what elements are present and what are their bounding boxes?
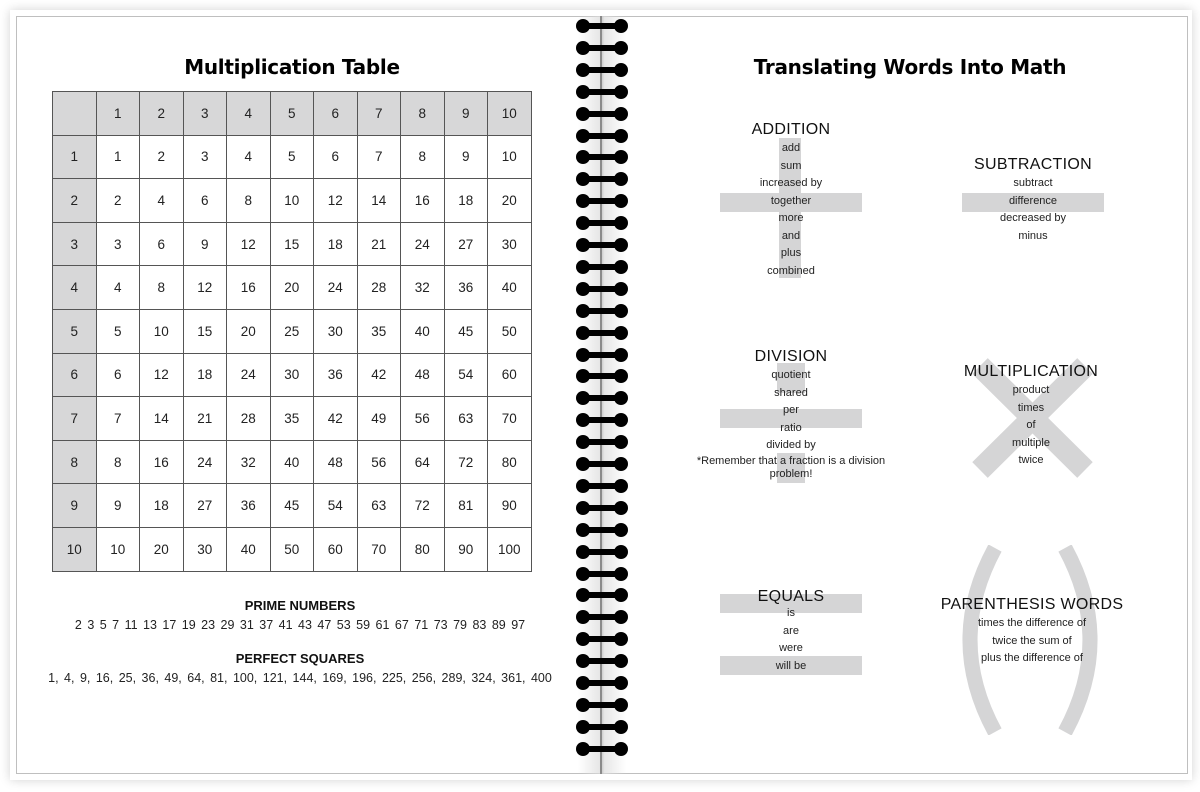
table-cell: 2 (96, 179, 140, 223)
parenthesis-word: twice the sum of (992, 634, 1072, 647)
addition-word: plus (780, 247, 802, 259)
table-cell: 8 (96, 440, 140, 484)
spiral-ring (576, 523, 628, 537)
table-cell: 8 (140, 266, 184, 310)
table-row (53, 440, 532, 484)
table-cell: 18 (140, 484, 184, 528)
table-cell: 25 (270, 309, 314, 353)
division-words (681, 367, 901, 455)
spiral-ring (576, 85, 628, 99)
table-cell: 35 (270, 397, 314, 441)
table-cell: 40 (270, 440, 314, 484)
multiplication-word: product (1012, 384, 1050, 396)
table-cell: 4 (227, 135, 271, 179)
table-cell: 60 (314, 527, 358, 571)
spiral-ring (576, 742, 628, 756)
division-block (681, 347, 901, 481)
table-cell: 30 (183, 527, 227, 571)
parenthesis-words (932, 615, 1132, 668)
spiral-ring (576, 107, 628, 121)
division-note: *Remember that a fraction is a division problem! (696, 454, 886, 480)
subtraction-word: difference (1008, 194, 1058, 207)
table-cell: 3 (183, 135, 227, 179)
table-cell: 42 (314, 397, 358, 441)
spiral-ring (576, 588, 628, 602)
table-cell: 4 (96, 266, 140, 310)
spiral-ring (576, 720, 628, 734)
prime-numbers-list: 2 3 5 7 11 13 17 19 23 29 31 37 41 43 47 53 59 61 67 71 73 79 83 89 97 (74, 618, 526, 632)
table-cell: 42 (357, 353, 401, 397)
table-cell: 36 (444, 266, 488, 310)
table-cell: 24 (183, 440, 227, 484)
spiral-ring (576, 260, 628, 274)
spiral-ring (576, 369, 628, 383)
column-header: 8 (401, 92, 445, 136)
table-cell: 72 (401, 484, 445, 528)
table-cell: 3 (96, 222, 140, 266)
division-word: shared (774, 386, 808, 399)
table-cell: 36 (314, 353, 358, 397)
table-cell: 50 (270, 527, 314, 571)
table-cell: 14 (140, 397, 184, 441)
addition-word: more (778, 212, 804, 224)
table-cell: 32 (401, 266, 445, 310)
table-cell: 80 (488, 440, 532, 484)
subtraction-word: minus (1018, 229, 1048, 242)
table-cell: 28 (227, 397, 271, 441)
table-cell: 36 (227, 484, 271, 528)
column-header: 4 (227, 92, 271, 136)
division-word: divided by (766, 439, 816, 451)
addition-word: increased by (759, 177, 823, 189)
spiral-ring (576, 238, 628, 252)
table-cell: 30 (488, 222, 532, 266)
spiral-ring (576, 326, 628, 340)
table-cell: 40 (488, 266, 532, 310)
table-cell: 18 (183, 353, 227, 397)
multiplication-table-title: Multiplication Table (184, 55, 400, 79)
column-header: 2 (140, 92, 184, 136)
table-row (53, 397, 532, 441)
table-cell: 24 (314, 266, 358, 310)
row-header: 2 (53, 179, 97, 223)
table-cell: 45 (270, 484, 314, 528)
table-cell: 8 (401, 135, 445, 179)
table-row (53, 309, 532, 353)
table-cell: 7 (96, 397, 140, 441)
equals-word: are (783, 624, 799, 637)
table-cell: 8 (227, 179, 271, 223)
spiral-ring (576, 41, 628, 55)
table-cell: 21 (183, 397, 227, 441)
column-header: 6 (314, 92, 358, 136)
table-cell: 30 (270, 353, 314, 397)
table-cell: 16 (140, 440, 184, 484)
addition-word: and (781, 229, 801, 242)
row-header: 3 (53, 222, 97, 266)
subtraction-word: subtract (1013, 177, 1053, 189)
table-cell: 54 (444, 353, 488, 397)
table-cell: 48 (401, 353, 445, 397)
table-cell: 70 (488, 397, 532, 441)
table-cell: 10 (488, 135, 532, 179)
table-cell: 20 (270, 266, 314, 310)
table-row (53, 527, 532, 571)
column-header: 9 (444, 92, 488, 136)
equals-word: is (787, 607, 795, 619)
table-cell: 30 (314, 309, 358, 353)
table-cell: 56 (401, 397, 445, 441)
table-cell: 70 (357, 527, 401, 571)
table-cell: 60 (488, 353, 532, 397)
equals-word: were (779, 642, 803, 654)
table-cell: 100 (488, 527, 532, 571)
table-cell: 20 (140, 527, 184, 571)
table-row (53, 135, 532, 179)
addition-word: sum (780, 159, 802, 172)
spiral-ring (576, 610, 628, 624)
spiral-ring (576, 413, 628, 427)
parenthesis-heading: PARENTHESIS WORDS (940, 596, 1124, 613)
spiral-ring (576, 435, 628, 449)
row-header: 8 (53, 440, 97, 484)
row-header: 6 (53, 353, 97, 397)
multiplication-word: twice (1018, 454, 1044, 466)
table-cell: 45 (444, 309, 488, 353)
table-cell: 6 (183, 179, 227, 223)
table-cell: 40 (401, 309, 445, 353)
subtraction-words (953, 175, 1113, 245)
multiplication-block (951, 362, 1111, 470)
table-cell: 5 (270, 135, 314, 179)
table-cell: 48 (314, 440, 358, 484)
table-cell: 63 (444, 397, 488, 441)
table-cell: 54 (314, 484, 358, 528)
table-cell: 20 (488, 179, 532, 223)
division-word: quotient (771, 369, 811, 381)
table-header-row (53, 92, 532, 136)
table-cell: 16 (401, 179, 445, 223)
multiplication-word: times (1017, 401, 1045, 414)
table-row (53, 222, 532, 266)
table-cell: 50 (488, 309, 532, 353)
table-cell: 1 (96, 135, 140, 179)
table-cell: 28 (357, 266, 401, 310)
perfect-squares-list: 1, 4, 9, 16, 25, 36, 49, 64, 81, 100, 121, 144, 169, 196, 225, 256, 289, 324, 361, 400 (48, 671, 552, 685)
table-cell: 12 (183, 266, 227, 310)
table-cell: 2 (140, 135, 184, 179)
table-cell: 10 (96, 527, 140, 571)
spiral-ring (576, 676, 628, 690)
table-cell: 18 (314, 222, 358, 266)
table-cell: 90 (444, 527, 488, 571)
perfect-squares-heading: PERFECT SQUARES (235, 651, 365, 666)
table-cell: 6 (140, 222, 184, 266)
table-cell: 40 (227, 527, 271, 571)
table-cell: 21 (357, 222, 401, 266)
addition-word: together (770, 194, 812, 207)
equals-block (711, 587, 871, 675)
subtraction-block (953, 155, 1113, 245)
table-cell: 12 (227, 222, 271, 266)
prime-numbers-heading: PRIME NUMBERS (244, 598, 356, 613)
table-cell: 15 (183, 309, 227, 353)
column-header: 7 (357, 92, 401, 136)
spiral-ring (576, 304, 628, 318)
spiral-ring (576, 391, 628, 405)
table-cell: 35 (357, 309, 401, 353)
table-cell: 27 (444, 222, 488, 266)
table-cell: 56 (357, 440, 401, 484)
table-cell: 14 (357, 179, 401, 223)
equals-words (711, 605, 871, 675)
spiral-ring (576, 216, 628, 230)
row-header: 7 (53, 397, 97, 441)
row-header: 5 (53, 309, 97, 353)
division-word: per (783, 404, 799, 416)
table-row (53, 484, 532, 528)
table-cell: 27 (183, 484, 227, 528)
spiral-ring (576, 545, 628, 559)
table-cell: 90 (488, 484, 532, 528)
multiplication-word: of (1026, 419, 1036, 431)
table-cell: 24 (401, 222, 445, 266)
column-header: 3 (183, 92, 227, 136)
table-corner-cell (53, 92, 97, 136)
table-cell: 72 (444, 440, 488, 484)
division-heading: DIVISION (754, 348, 828, 365)
spiral-ring (576, 567, 628, 581)
spiral-ring (576, 632, 628, 646)
row-header: 9 (53, 484, 97, 528)
table-cell: 49 (357, 397, 401, 441)
addition-word: add (781, 142, 801, 154)
table-cell: 10 (270, 179, 314, 223)
parenthesis-block (932, 595, 1132, 668)
division-word: ratio (780, 421, 802, 434)
table-cell: 7 (357, 135, 401, 179)
subtraction-word: decreased by (999, 212, 1067, 224)
table-cell: 18 (444, 179, 488, 223)
table-cell: 12 (140, 353, 184, 397)
table-row (53, 266, 532, 310)
spiral-ring (576, 129, 628, 143)
spiral-ring (576, 282, 628, 296)
multiplication-word: multiple (1012, 436, 1050, 449)
equals-word: will be (775, 659, 807, 672)
addition-word: combined (767, 264, 815, 277)
table-cell: 9 (183, 222, 227, 266)
spiral-ring (576, 457, 628, 471)
table-cell: 63 (357, 484, 401, 528)
table-cell: 64 (401, 440, 445, 484)
table-cell: 9 (444, 135, 488, 179)
addition-heading: ADDITION (751, 121, 831, 138)
parenthesis-word: plus the difference of (981, 652, 1083, 664)
table-cell: 24 (227, 353, 271, 397)
table-cell: 16 (227, 266, 271, 310)
table-cell: 9 (96, 484, 140, 528)
spiral-ring (576, 63, 628, 77)
table-row (53, 179, 532, 223)
spiral-ring (576, 19, 628, 33)
parenthesis-word: times the difference of (977, 617, 1087, 629)
spiral-ring (576, 654, 628, 668)
row-header: 10 (53, 527, 97, 571)
subtraction-heading: SUBTRACTION (974, 156, 1092, 173)
table-cell: 15 (270, 222, 314, 266)
table-cell: 4 (140, 179, 184, 223)
table-cell: 6 (314, 135, 358, 179)
row-header: 1 (53, 135, 97, 179)
column-header: 5 (270, 92, 314, 136)
spiral-ring (576, 698, 628, 712)
table-cell: 6 (96, 353, 140, 397)
table-row (53, 353, 532, 397)
spiral-ring (576, 172, 628, 186)
spiral-ring (576, 194, 628, 208)
spiral-ring (576, 501, 628, 515)
spiral-ring (576, 479, 628, 493)
table-cell: 20 (227, 309, 271, 353)
spiral-ring (576, 150, 628, 164)
multiplication-heading: MULTIPLICATION (963, 363, 1099, 380)
table-cell: 5 (96, 309, 140, 353)
equals-heading: EQUALS (757, 588, 825, 605)
column-header: 1 (96, 92, 140, 136)
addition-block (711, 120, 871, 280)
table-cell: 81 (444, 484, 488, 528)
row-header: 4 (53, 266, 97, 310)
table-cell: 12 (314, 179, 358, 223)
translating-words-title: Translating Words Into Math (753, 55, 1067, 79)
column-header: 10 (488, 92, 532, 136)
multiplication-table (52, 91, 532, 572)
addition-words (711, 140, 871, 280)
multiplication-words (951, 382, 1111, 470)
spiral-ring (576, 348, 628, 362)
table-cell: 80 (401, 527, 445, 571)
table-cell: 32 (227, 440, 271, 484)
table-cell: 10 (140, 309, 184, 353)
